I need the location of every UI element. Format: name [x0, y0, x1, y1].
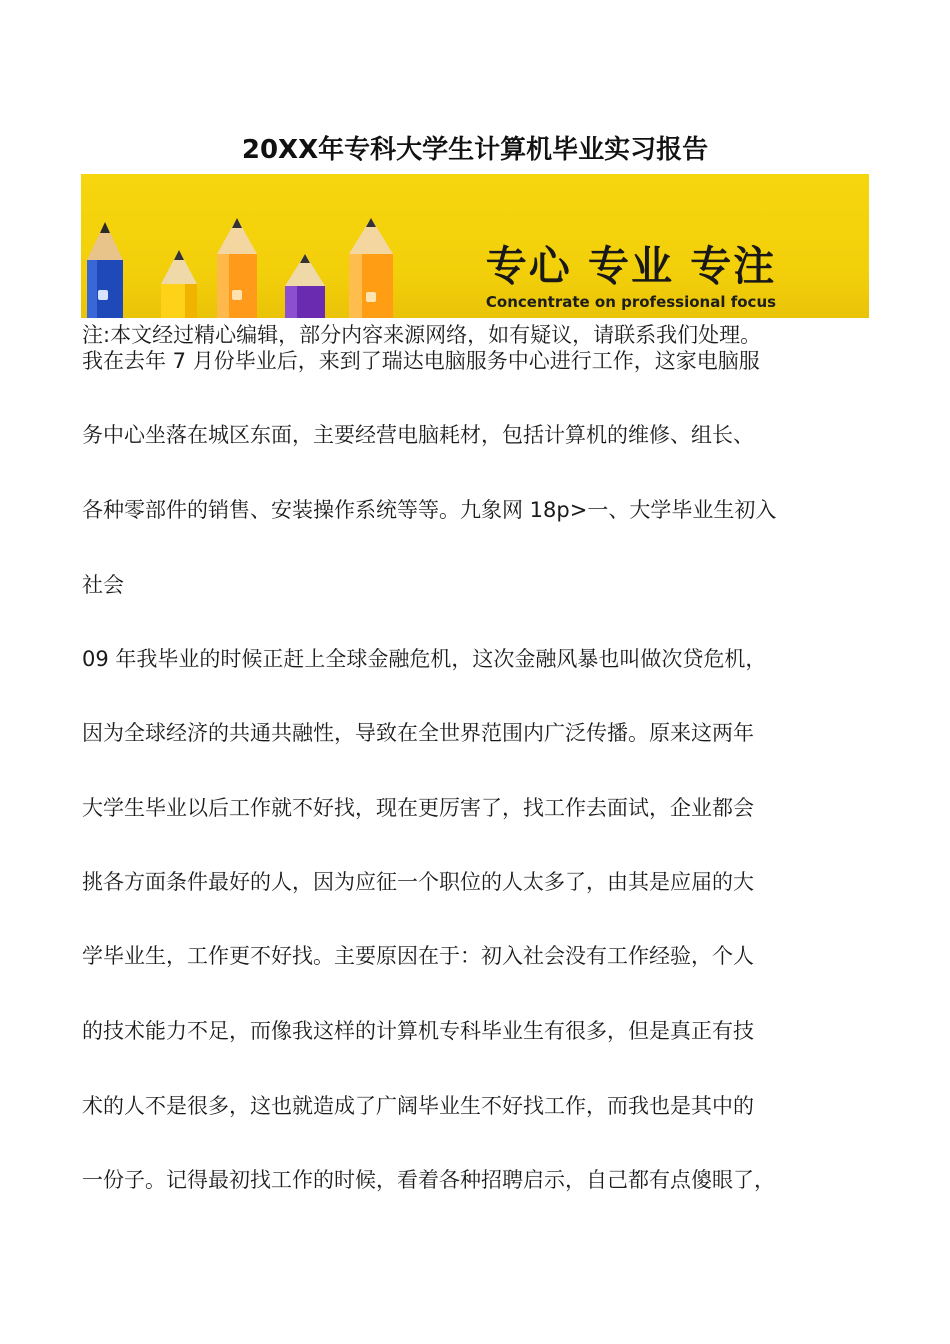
- yellow-pencil-icon: [161, 250, 197, 318]
- document-title: 20XX年专科大学生计算机毕业实习报告: [241, 135, 709, 165]
- body-line: 术的人不是很多，这也就造成了广阔毕业生不好找工作，而我也是其中的: [82, 1094, 754, 1118]
- orange-pencil-icon-2: [349, 218, 393, 318]
- body-line: 学毕业生，工作更不好找。主要原因在于：初入社会没有工作经验，个人: [82, 944, 754, 968]
- body-line: 大学生毕业以后工作就不好找，现在更厉害了，找工作去面试，企业都会: [82, 796, 754, 820]
- body-line: 各种零部件的销售、安装操作系统等等。九象网 18p>一、大学毕业生初入: [82, 498, 777, 522]
- banner-slogan-en: Concentrate on professional focus: [485, 293, 777, 311]
- body-line: 一份子。记得最初找工作的时候，看着各种招聘启示，自己都有点傻眼了，: [82, 1168, 775, 1192]
- editorial-note: 注:本文经过精心编辑，部分内容来源网络，如有疑议，请联系我们处理。: [82, 323, 762, 347]
- orange-pencil-icon: [217, 218, 257, 318]
- body-line: 挑各方面条件最好的人，因为应征一个职位的人太多了，由其是应届的大: [82, 870, 754, 894]
- banner-slogan-cn: 专心 专业 专注: [485, 242, 777, 290]
- body-line: 因为全球经济的共通共融性，导致在全世界范围内广泛传播。原来这两年: [82, 721, 754, 745]
- banner-image: [81, 174, 869, 318]
- body-line: 务中心坐落在城区东面，主要经营电脑耗材，包括计算机的维修、组长、: [82, 423, 754, 447]
- body-line: 我在去年 7 月份毕业后，来到了瑞达电脑服务中心进行工作，这家电脑服: [82, 349, 760, 373]
- blue-pencil-icon: [87, 222, 123, 318]
- body-line: 的技术能力不足，而像我这样的计算机专科毕业生有很多，但是真正有技: [82, 1019, 754, 1043]
- purple-pencil-icon: [285, 254, 325, 318]
- body-line: 社会: [82, 573, 124, 597]
- body-line: 09 年我毕业的时候正赶上全球金融危机，这次金融风暴也叫做次贷危机，: [82, 647, 767, 671]
